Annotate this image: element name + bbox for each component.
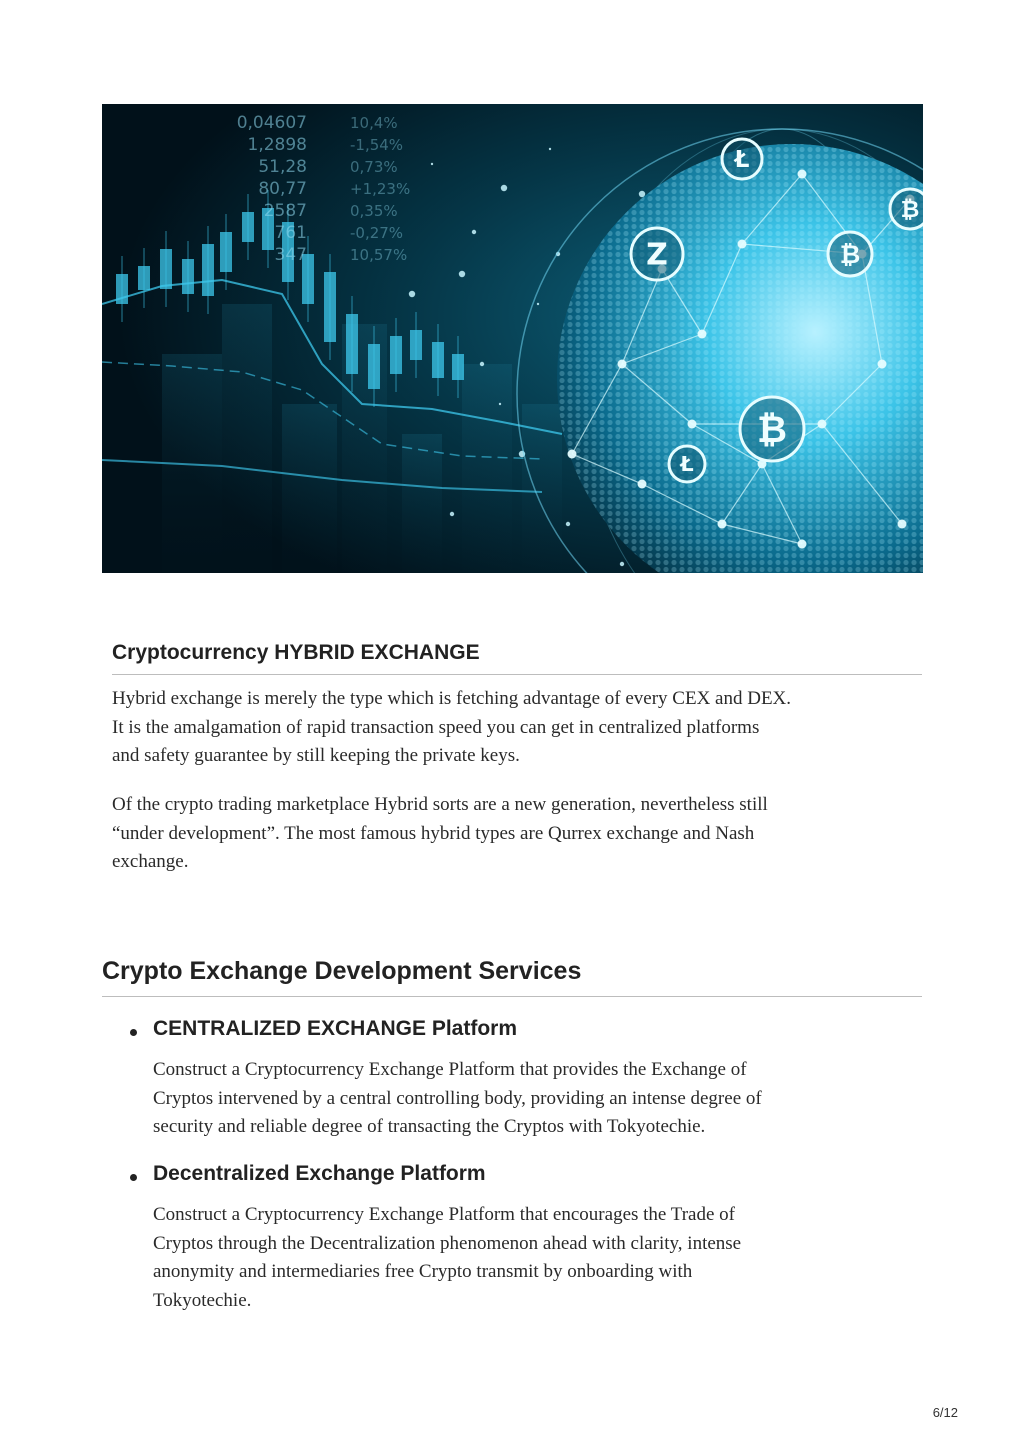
candle-body [242, 212, 254, 242]
text-line: “under development”. The most famous hybrid types are Qurrex exchange and Nash [112, 822, 755, 844]
network-node [898, 520, 907, 529]
text-line: Of the crypto trading marketplace Hybrid sorts are a new generation, nevertheless still [112, 794, 768, 815]
network-node [878, 360, 887, 369]
text-line: It is the amalgamation of rapid transaction speed you can get in centralized platforms [112, 716, 760, 738]
candle-body [202, 244, 214, 296]
candle-body [452, 354, 464, 380]
heading-divider [102, 996, 922, 997]
network-node [618, 360, 627, 369]
candle-body [324, 272, 336, 342]
network-node [698, 330, 707, 339]
sparkle [459, 271, 465, 277]
sparkle [639, 191, 645, 197]
hero-image [102, 104, 923, 573]
candle-body [138, 266, 150, 290]
candle-body [346, 314, 358, 374]
ticker-number: 2587 [263, 201, 307, 221]
sparkle [499, 403, 501, 405]
page-number: 6/12 [932, 1405, 958, 1420]
sparkle [566, 522, 570, 526]
sparkle [409, 291, 415, 297]
service-description-centralized [153, 1056, 762, 1142]
coin-symbol: ₿ [839, 239, 861, 269]
service-title-decentralized: Decentralized Exchange Platform [153, 1162, 486, 1185]
text-line: security and reliable degree of transacting the Cryptos with Tokyotechie. [153, 1116, 706, 1137]
ticker-number: 51,28 [258, 157, 307, 177]
ticker-number: 1,2898 [247, 135, 307, 155]
section-heading-development-services: Crypto Exchange Development Services [102, 957, 582, 985]
ticker-percent: -1,54% [350, 136, 404, 154]
coin-symbol: Ł [734, 147, 750, 173]
candle-body [182, 259, 194, 294]
network-node [568, 450, 577, 459]
sparkle [450, 512, 454, 516]
ticker-percent: +1,23% [350, 180, 411, 198]
coin-symbol: Ł [680, 452, 694, 477]
coin-symbol: ₿ [757, 407, 787, 451]
hybrid-paragraph-2 [112, 791, 768, 877]
section-heading-hybrid-exchange: Cryptocurrency HYBRID EXCHANGE [112, 641, 480, 664]
network-node [798, 170, 807, 179]
bullet-icon [130, 1174, 137, 1181]
network-node [738, 240, 747, 249]
background-bar [462, 364, 512, 573]
network-node [798, 540, 807, 549]
network-node [688, 420, 697, 429]
ticker-percent: 10,57% [350, 246, 408, 264]
service-title-centralized: CENTRALIZED EXCHANGE Platform [153, 1017, 518, 1040]
sparkle [431, 163, 433, 165]
text-line: exchange. [112, 851, 189, 872]
sparkle [501, 185, 507, 191]
bullet-icon [130, 1029, 137, 1036]
text-line: Tokyotechie. [153, 1289, 252, 1311]
candle-body [390, 336, 402, 374]
background-bar [402, 434, 442, 573]
candle-body [160, 249, 172, 289]
network-node [718, 520, 727, 529]
ticker-percent: 0,35% [350, 202, 398, 220]
candle-body [368, 344, 380, 389]
text-line: Cryptos through the Decentralization phenomenon ahead with clarity, intense [153, 1232, 742, 1254]
ticker-percent: -0,27% [350, 224, 404, 242]
coin-symbol: Z [646, 237, 668, 273]
ticker-percent: 10,4% [350, 114, 398, 132]
sparkle [549, 148, 551, 150]
network-node [638, 480, 647, 489]
ticker-number: 80,77 [258, 179, 307, 199]
ticker-percent: 0,73% [350, 158, 398, 176]
sparkle [537, 303, 539, 305]
text-line: Hybrid exchange is merely the type which is fetching advantage of every CEX and DEX. [112, 688, 792, 709]
text-line: and safety guarantee by still keeping the private keys. [112, 745, 520, 766]
hybrid-paragraph-1 [112, 685, 791, 771]
text-line: anonymity and intermediaries free Crypto transmit by onboarding with [153, 1261, 693, 1282]
text-line: Cryptos intervened by a central controlling body, providing an intense degree of [153, 1087, 762, 1109]
crypto-globe-illustration [102, 104, 923, 573]
candle-body [220, 232, 232, 272]
ticker-number: 347 [274, 245, 307, 265]
sparkle [620, 562, 624, 566]
ticker-number: 0,04607 [236, 113, 307, 133]
network-node [818, 420, 827, 429]
text-line: Construct a Cryptocurrency Exchange Platform that provides the Exchange of [153, 1059, 747, 1080]
candle-body [432, 342, 444, 378]
text-line: Construct a Cryptocurrency Exchange Platform that encourages the Trade of [153, 1204, 735, 1225]
candle-body [410, 330, 422, 360]
sparkle [472, 230, 476, 234]
background-bar [282, 404, 337, 573]
service-description-decentralized [153, 1201, 741, 1315]
heading-divider [112, 674, 922, 675]
sparkle [480, 362, 484, 366]
ticker-number: 761 [274, 223, 307, 243]
background-bar [222, 304, 272, 573]
coin-symbol: ₿ [900, 197, 920, 223]
